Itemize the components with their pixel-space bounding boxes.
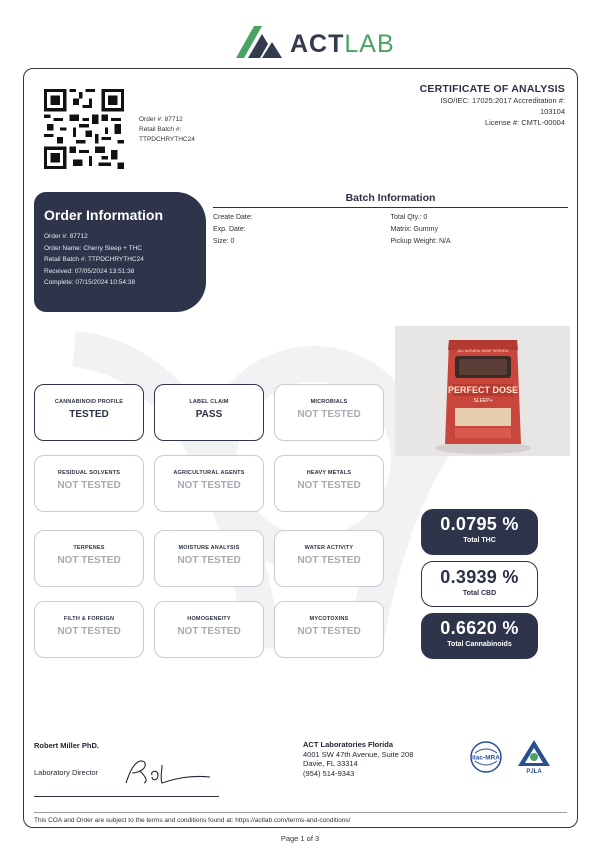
terms-note: This COA and Order are subject to the terms and conditions found at: https://actlab.com/terms-and-conditions/ bbox=[34, 817, 351, 824]
total-thc-label: Total THC bbox=[463, 537, 496, 544]
test-tile-water-activity[interactable] bbox=[274, 530, 384, 587]
total-cannabinoids-value: 0.6620 % bbox=[440, 618, 519, 638]
qr-batch-value: TTPDCHRYTHC24 bbox=[139, 136, 195, 143]
page-number: Page 1 of 3 bbox=[280, 834, 320, 843]
lab-address-line-2: Davie, FL 33314 bbox=[303, 759, 358, 768]
test-label: WATER ACTIVITY bbox=[304, 545, 354, 551]
complete-date: Complete: 07/15/2024 10:54:38 bbox=[44, 279, 136, 286]
test-tile-microbials[interactable] bbox=[274, 384, 384, 441]
total-thc-card bbox=[421, 509, 538, 555]
qr-order-details bbox=[139, 115, 195, 145]
test-result: NOT TESTED bbox=[177, 626, 241, 637]
batch-information-title: Batch Information bbox=[213, 192, 568, 208]
order-information-panel bbox=[34, 192, 206, 312]
license-number: License #: CMTL-00004 bbox=[484, 118, 565, 127]
certificate-title: CERTIFICATE OF ANALYSIS bbox=[419, 83, 565, 95]
test-result: NOT TESTED bbox=[297, 480, 361, 491]
lab-address-line-1: 4001 SW 47th Avenue, Suite 208 bbox=[303, 749, 414, 759]
actlab-logo bbox=[232, 24, 395, 64]
order-information-title: Order Information bbox=[44, 207, 164, 223]
test-tile-filth-foreign[interactable] bbox=[34, 601, 144, 658]
order-number: Order #: 87712 bbox=[44, 233, 88, 240]
accreditation-number: ISO/IEC: 17025:2017 Accreditation #: 103104 bbox=[440, 96, 565, 116]
footer-divider bbox=[34, 812, 567, 813]
test-label: HOMOGENEITY bbox=[187, 616, 231, 622]
logo-lab: LAB bbox=[344, 30, 395, 58]
test-label: HEAVY METALS bbox=[306, 470, 352, 476]
pjla-badge-icon bbox=[516, 738, 552, 776]
test-result: NOT TESTED bbox=[297, 555, 361, 566]
test-label: LABEL CLAIM bbox=[189, 399, 229, 405]
total-thc-value: 0.0795 % bbox=[440, 514, 519, 534]
order-name: Order Name: Cherry Sleep + THC bbox=[44, 244, 142, 252]
actlab-logo-text bbox=[290, 30, 395, 59]
product-photo bbox=[395, 326, 570, 456]
test-result: PASS bbox=[195, 409, 223, 420]
batch-info-left bbox=[213, 212, 391, 248]
pouch-variant: SLEEP+ bbox=[473, 398, 493, 404]
test-tile-heavy-metals[interactable] bbox=[274, 455, 384, 512]
total-cannabinoids-card bbox=[421, 613, 538, 659]
received-date: Received: 07/05/2024 13:51:38 bbox=[44, 267, 135, 275]
test-label: MICROBIALS bbox=[310, 399, 348, 405]
test-result: NOT TESTED bbox=[177, 555, 241, 566]
test-label: MOISTURE ANALYSIS bbox=[178, 545, 240, 551]
total-cbd-value: 0.3939 % bbox=[440, 567, 519, 587]
qr-batch-label: Retail Batch #: bbox=[139, 126, 182, 133]
product-pouch-icon bbox=[395, 326, 570, 456]
test-tile-homogeneity[interactable] bbox=[154, 601, 264, 658]
test-tile-agricultural-agents[interactable] bbox=[154, 455, 264, 512]
qr-code-icon[interactable] bbox=[44, 89, 124, 169]
certificate-card bbox=[23, 68, 578, 828]
exp-date: Exp. Date: bbox=[213, 226, 246, 233]
total-cannabinoids-label: Total Cannabinoids bbox=[447, 641, 512, 648]
test-result: TESTED bbox=[69, 409, 109, 420]
test-result: NOT TESTED bbox=[297, 626, 361, 637]
certificate-header bbox=[420, 83, 565, 128]
total-qty: Total Qty.: 0 bbox=[390, 214, 428, 221]
test-tile-moisture-analysis[interactable] bbox=[154, 530, 264, 587]
lab-name: ACT Laboratories Florida bbox=[303, 740, 394, 749]
test-result: NOT TESTED bbox=[57, 480, 121, 491]
pouch-brand: PERFECT DOSE bbox=[447, 385, 519, 395]
test-label: MYCOTOXINS bbox=[309, 616, 349, 622]
test-result: NOT TESTED bbox=[177, 480, 241, 491]
signatory-role: Laboratory Director bbox=[34, 768, 99, 777]
pjla-label: PJLA bbox=[526, 769, 542, 775]
create-date: Create Date: bbox=[213, 214, 253, 221]
qr-order-number: Order #: 87712 bbox=[139, 116, 183, 123]
test-label: TERPENES bbox=[73, 545, 105, 551]
test-tile-mycotoxins[interactable] bbox=[274, 601, 384, 658]
total-cbd-card bbox=[421, 561, 538, 607]
signatory-name: Robert Miller PhD. bbox=[34, 741, 100, 750]
matrix: Matrix: Gummy bbox=[390, 226, 438, 233]
actlab-logo-mark-icon bbox=[232, 24, 284, 60]
pouch-tagline: ALL NATURAL HEMP DERIVED bbox=[457, 349, 509, 353]
test-result: NOT TESTED bbox=[57, 626, 121, 637]
ilac-label: ilac-MRA bbox=[472, 754, 500, 762]
total-cbd-label: Total CBD bbox=[462, 590, 497, 597]
test-label: RESIDUAL SOLVENTS bbox=[57, 470, 121, 476]
test-result: NOT TESTED bbox=[297, 409, 361, 420]
pickup-weight: Pickup Weight: N/A bbox=[390, 238, 451, 245]
test-tile-label-claim[interactable] bbox=[154, 384, 264, 441]
test-result: NOT TESTED bbox=[57, 555, 121, 566]
lab-phone: (954) 514-9343 bbox=[303, 768, 355, 778]
retail-batch: Retail Batch #: TTPDCHRYTHC24 bbox=[44, 256, 144, 263]
test-label: AGRICULTURAL AGENTS bbox=[173, 470, 245, 476]
test-label: CANNABINOID PROFILE bbox=[54, 399, 124, 405]
test-tile-cannabinoid-profile[interactable] bbox=[34, 384, 144, 441]
batch-information-section bbox=[213, 192, 568, 248]
test-tile-residual-solvents[interactable] bbox=[34, 455, 144, 512]
ilac-mra-badge-icon bbox=[470, 741, 502, 773]
test-tile-terpenes[interactable] bbox=[34, 530, 144, 587]
lab-address bbox=[303, 740, 413, 778]
signature-icon bbox=[118, 757, 218, 787]
size: Size: 0 bbox=[213, 238, 235, 245]
test-label: FILTH & FOREIGN bbox=[63, 616, 115, 622]
logo-act: ACT bbox=[290, 30, 345, 58]
signature-line bbox=[34, 796, 219, 797]
batch-info-right bbox=[391, 212, 569, 248]
